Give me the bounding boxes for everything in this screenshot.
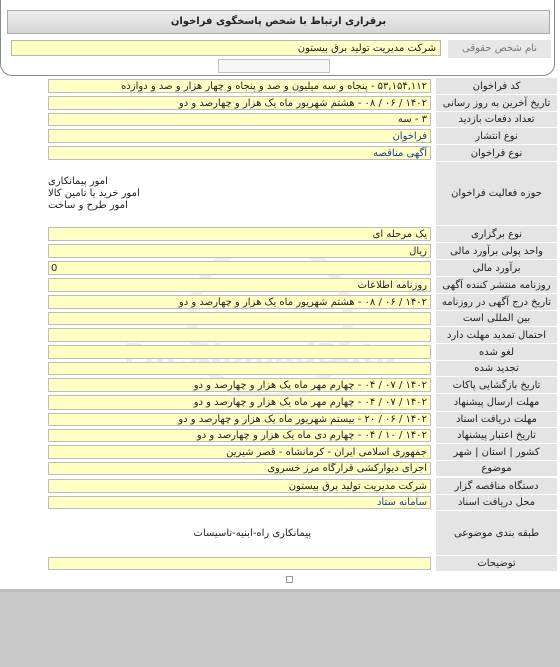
row-extension	[48, 327, 557, 344]
holding-type-value[interactable]: یک مرحله ای	[48, 227, 431, 241]
legal-entity-row	[11, 40, 551, 58]
row-newspaper	[48, 277, 557, 294]
currency-value[interactable]: ریال	[48, 244, 431, 258]
opening-date-label: تاریخ بازگشایی پاکات	[436, 377, 557, 394]
last-update-value[interactable]: ۱۴۰۲ / ۰۶ / ۰۸ - هشتم شهریور ماه یک هزار و چهارصد و دو	[48, 96, 431, 110]
organizer-label: دستگاه مناقصه گزار	[436, 478, 557, 495]
row-view-count	[48, 112, 557, 128]
row-proposal-validity	[48, 428, 557, 444]
document-place-value[interactable]: سامانه ستاد	[48, 496, 431, 509]
subject-label: موضوع	[436, 461, 557, 477]
row-last-update	[48, 95, 557, 112]
row-organizer	[48, 478, 557, 495]
proposal-validity-value[interactable]: ۱۴۰۲ / ۱۰ / ۰۴ - چهارم دی ماه یک هزار و چهارصد و دو	[48, 429, 431, 442]
row-category	[48, 511, 557, 556]
page-footer-band	[0, 589, 560, 667]
opening-date-value[interactable]: ۱۴۰۲ / ۰۷ / ۰۴ - چهارم مهر ماه یک هزار و چهارصد و دو	[48, 378, 431, 392]
row-canceled	[48, 344, 557, 361]
row-tender-type	[48, 145, 557, 162]
row-newspaper-date	[48, 294, 557, 311]
category-label: طبقه بندی موضوعی	[436, 511, 557, 556]
renewed-label: تجدید شده	[436, 361, 557, 377]
activity-field-item: امور خرید یا تامین کالا	[48, 187, 140, 199]
publish-type-label: نوع انتشار	[436, 128, 557, 145]
renewed-value[interactable]	[48, 362, 431, 375]
row-location	[48, 444, 557, 461]
document-deadline-label: مهلت دریافت اسناد	[436, 412, 557, 428]
row-document-deadline	[48, 412, 557, 428]
tender-type-label: نوع فراخوان	[436, 145, 557, 162]
extension-label: احتمال تمدید مهلت دارد	[436, 327, 557, 344]
activity-field-value[interactable]	[48, 163, 431, 224]
row-publish-type	[48, 128, 557, 145]
description-label: توضیحات	[436, 556, 557, 572]
currency-label: واحد پولی برآورد مالی	[436, 243, 557, 260]
tender-type-value[interactable]: آگهی مناقصه	[48, 146, 431, 160]
newspaper-date-value[interactable]: ۱۴۰۲ / ۰۶ / ۰۸ - هشتم شهریور ماه یک هزار و چهارصد و دو	[48, 295, 431, 309]
holding-type-label: نوع برگزاری	[436, 226, 557, 243]
contact-responder-title[interactable]: برقراری ارتباط با شخص پاسخگوی فراخوان	[7, 10, 550, 34]
row-international	[48, 311, 557, 327]
location-label: کشور | استان | شهر	[436, 444, 557, 461]
subject-value[interactable]: اجرای دیوارکشی قرارگاه مرز خسروی	[48, 462, 431, 475]
newspaper-value[interactable]: روزنامه اطلاعات	[48, 278, 431, 292]
newspaper-date-label: تاریخ درج آگهی در روزنامه	[436, 294, 557, 311]
legal-entity-field[interactable]: شرکت مدیریت تولید برق بیستون	[11, 40, 441, 56]
proposal-validity-label: تاریخ اعتبار پیشنهاد	[436, 428, 557, 444]
document-place-label: محل دریافت اسناد	[436, 495, 557, 511]
international-value[interactable]	[48, 312, 431, 325]
canceled-value[interactable]	[48, 345, 431, 359]
publish-type-value[interactable]: فراخوان	[48, 129, 431, 143]
newspaper-label: روزنامه منتشر کننده آگهی	[436, 277, 557, 294]
description-value[interactable]	[48, 557, 431, 570]
category-value[interactable]: پیمانکاری راه-ابنیه-تاسیسات	[193, 527, 311, 539]
canceled-label: لغو شده	[436, 344, 557, 361]
checkbox-small[interactable]	[286, 576, 293, 583]
activity-field-label: حوزه فعالیت فراخوان	[436, 162, 557, 226]
contact-panel	[0, 0, 555, 76]
extension-value[interactable]	[48, 328, 431, 342]
activity-field-item: امور طرح و ساخت	[48, 199, 128, 211]
legal-entity-extra-field[interactable]	[218, 59, 330, 73]
submission-deadline-value[interactable]: ۱۴۰۲ / ۰۷ / ۰۴ - چهارم مهر ماه یک هزار و چهارصد و دو	[48, 395, 431, 410]
row-submission-deadline	[48, 394, 557, 412]
tender-code-label: کد فراخوان	[436, 78, 557, 95]
row-opening-date	[48, 377, 557, 394]
budget-value[interactable]: 0	[48, 261, 431, 275]
row-currency	[48, 243, 557, 260]
row-holding-type	[48, 226, 557, 243]
view-count-value[interactable]: ۳ - سه	[48, 113, 431, 126]
submission-deadline-label: مهلت ارسال پیشنهاد	[436, 394, 557, 412]
row-tender-code	[48, 78, 557, 95]
row-budget	[48, 260, 557, 277]
tender-code-value[interactable]: ۵۳,۱۵۴,۱۱۲ - پنجاه و سه میلیون و صد و پنجاه و چهار هزار و صد و دوازده	[48, 79, 431, 93]
activity-field-item: امور پیمانکاری	[48, 175, 108, 187]
budget-label: برآورد مالی	[436, 260, 557, 277]
document-deadline-value[interactable]: ۱۴۰۲ / ۰۶ / ۲۰ - بیستم شهریور ماه یک هزار و چهارصد و دو	[48, 413, 431, 426]
row-activity-field	[48, 162, 557, 226]
location-value[interactable]: جمهوری اسلامی ایران - کرمانشاه - قصر شیرین	[48, 445, 431, 459]
legal-entity-label: نام شخص حقوقی	[448, 40, 551, 58]
last-update-label: تاریخ آخرین به روز رسانی	[436, 95, 557, 112]
international-label: بین المللی است	[436, 311, 557, 327]
row-subject	[48, 461, 557, 477]
row-description	[48, 556, 557, 572]
organizer-value[interactable]: شرکت مدیریت تولید برق بیستون	[48, 479, 431, 493]
row-renewed	[48, 361, 557, 377]
view-count-label: تعداد دفعات بازدید	[436, 112, 557, 128]
row-document-place	[48, 495, 557, 511]
